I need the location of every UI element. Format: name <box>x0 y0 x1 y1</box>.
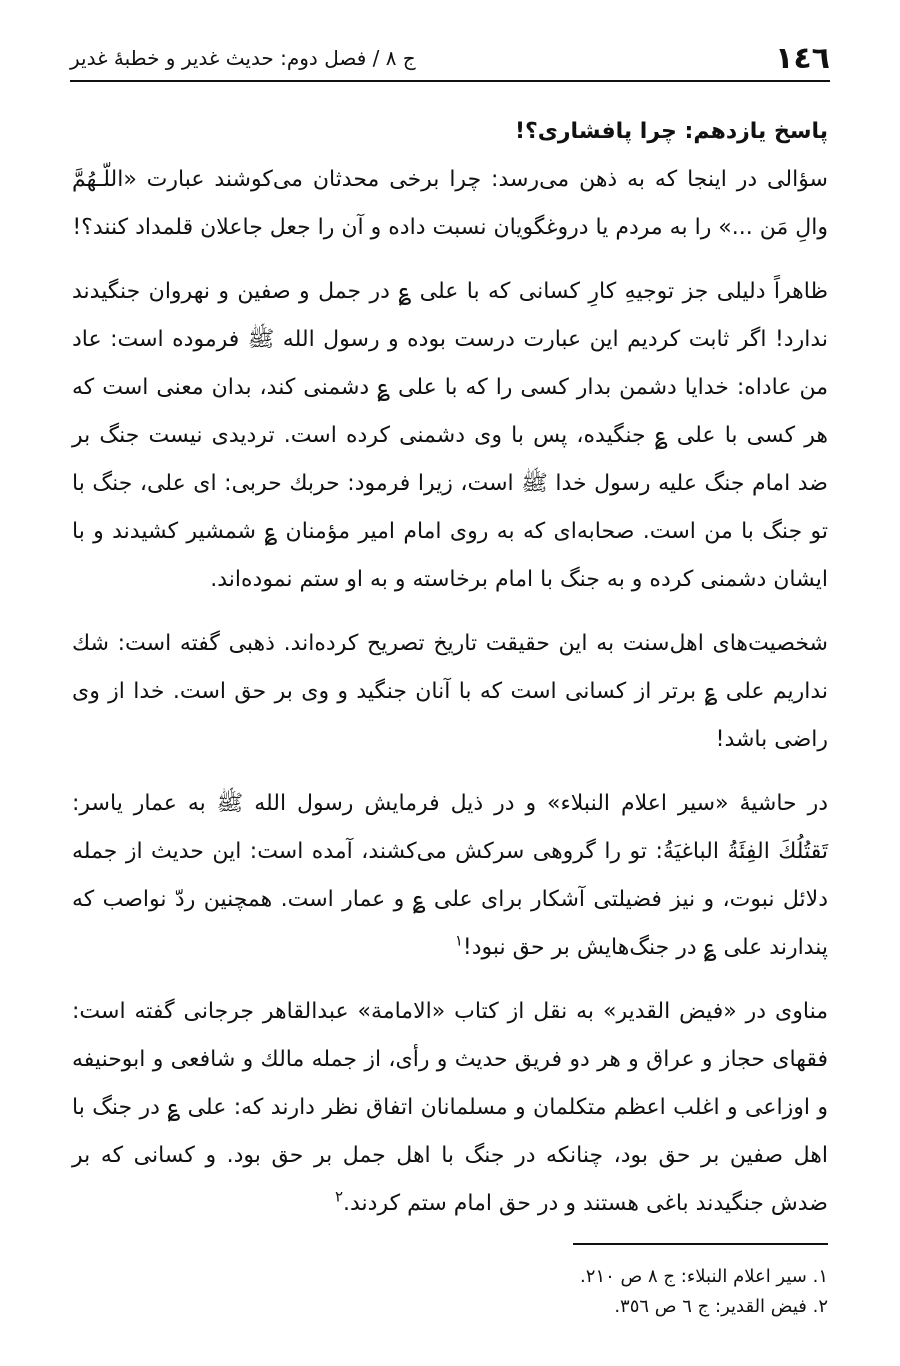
footnote-2: ٢. فيض القدير: ج ٦ ص ٣٥٦. <box>614 1296 828 1317</box>
page-header <box>70 36 830 82</box>
footnotes <box>72 1262 828 1322</box>
paragraph-4-text: در حاشيهٔ «سير اعلام النبلاء» و در ذيل فرمايش رسول الله ﷺ به عمار ياسر: تَقتُلُكَ الفِئَةُ الباغيَةُ: تو را گروهى سركش مى‌كشند، آمده است: اين حديث از جمله دلائل نبوت، و نيز فضيلتى آشكار براى على ؏ و عمار است. همچنين ردّ نواصب كه پندارند على ؏ در جنگ‌هايش بر حق نبود! <box>72 791 828 960</box>
footnote-divider <box>573 1243 828 1245</box>
paragraph-2: ظاهراً دليلى جز توجيهِ كارِ كسانى كه با على ؏ در جمل و صفين و نهروان جنگيدند ندارد! اگر ثابت كرديم اين عبارت درست بوده و رسول الله ﷺ فرموده است: عاد من عاداه: خدايا دشمن بدار كسى را كه با على ؏ دشمنى كند، بدان معنى است كه هر كسى با على ؏ جنگيده، پس با وى دشمنى كرده است. ترديدى نيست جنگ بر ضد امام جنگ عليه رسول خدا ﷺ است، زيرا فرمود: حربك حربى: اى على، جنگ با تو جنگ با من است. صحابه‌اى كه به روى امام امير مؤمنان ؏ شمشير كشيدند و با ايشان دشمنى كرده و به جنگ با امام برخاسته و به او ستم نموده‌اند. <box>72 279 828 592</box>
footnote-1: ١. سير اعلام النبلاء: ج ٨ ص ٢١٠. <box>580 1266 828 1287</box>
page-number: ١٤٦ <box>775 40 830 76</box>
paragraph-3: شخصيت‌هاى اهل‌سنت به اين حقيقت تاريخ تصريح كرده‌اند. ذهبى گفته است: شك نداريم على ؏ برتر از كسانى است كه با آنان جنگيد و وى بر حق است. خدا از وى راضى باشد! <box>72 631 828 752</box>
paragraph-1: سؤالى در اينجا كه به ذهن مى‌رسد: چرا برخى محدثان مى‌كوشند عبارت «اللّـهُمَّ والِ مَن ...» را به مردم يا دروغگويان نسبت داده و آن را جعل جاعلان قلمداد كنند؟! <box>72 167 828 240</box>
paragraph-5 <box>72 988 828 1228</box>
footnote-ref-1[interactable]: ١ <box>454 931 463 950</box>
paragraph-5-text: مناوى در «فيض القدير» به نقل از كتاب «الامامة» عبدالقاهر جرجانى گفته است: فقهاى حجاز و عراق و هر دو فريق حديث و رأى، از جمله مالك و شافعى و ابوحنيفه و اوزاعى و اغلب اعظم متكلمان و مسلمانان اتفاق نظر دارند كه: على ؏ در جنگ با اهل صفين بر حق بود، چنانكه در جنگ با اهل جمل بر حق بود. و كسانى كه بر ضدش جنگيدند باغى هستند و در حق امام ستم كردند. <box>72 999 828 1216</box>
footnote-ref-2[interactable]: ٢ <box>334 1187 343 1206</box>
paragraph-4 <box>72 780 828 972</box>
body-text <box>72 112 828 1244</box>
section-heading: پاسخ يازدهم: چرا پافشارى؟! <box>514 119 828 144</box>
running-title: ج ٨ / فصل دوم: حديث غدير و خطبهٔ غدير <box>70 46 416 70</box>
